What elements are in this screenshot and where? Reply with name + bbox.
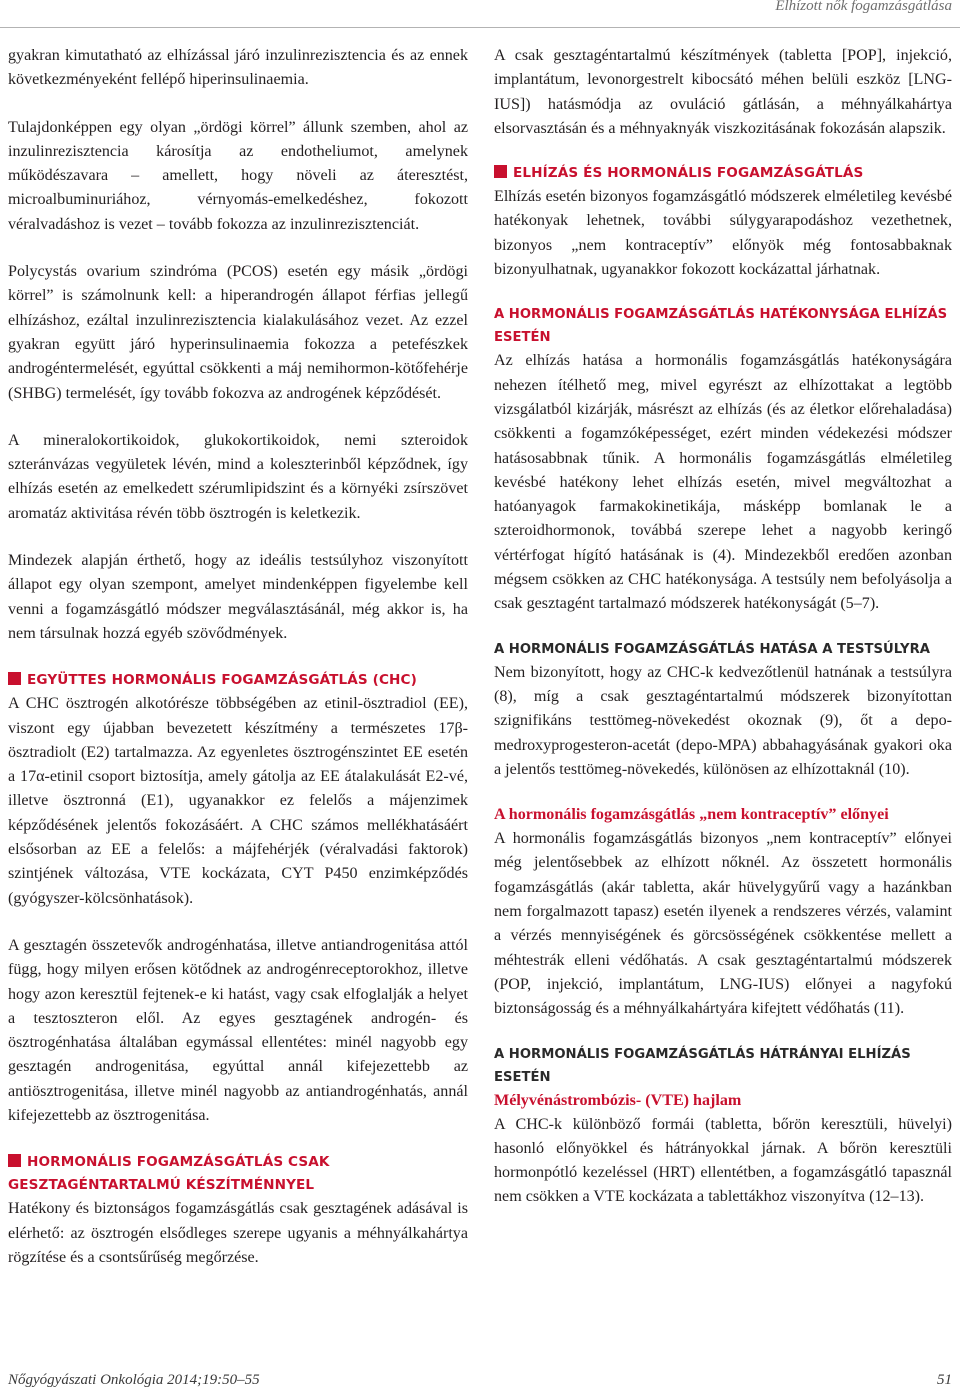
- section-heading-text: ELHÍZÁS ÉS HORMONÁLIS FOGAMZÁSGÁTLÁS: [513, 165, 864, 182]
- section-marker-icon: [8, 672, 21, 685]
- section-heading-text: EGYÜTTES HORMONÁLIS FOGAMZÁSGÁTLÁS (CHC): [27, 672, 417, 689]
- left-column: [8, 44, 468, 1293]
- subheading-disadvantages: A HORMONÁLIS FOGAMZÁSGÁTLÁS HÁTRÁNYAI ELHÍZÁS ESETÉN: [494, 1046, 911, 1085]
- subheading-weight: A HORMONÁLIS FOGAMZÁSGÁTLÁS HATÁSA A TESTSÚLYRA: [494, 641, 930, 657]
- body-paragraph: A CHC ösztrogén alkotórésze többségében az etinil-ösztradiol (EE), viszont egy újabban bevezetett készítmény a természetes 17β-ösztradiolt (E2) tartalmazza. Az egyenletes ösztrogénszintet EE esetén a 17α-etinil csoport biztosítja, amely gátolja az EE átalakulását E2-vé, illetve ösztronná (E1), ugyanakkor ez felelős a májenzimek képződésének jelentős fokozásáért. A CHC számos mellékhatásáért elsősorban az EE a felelős: a májfehérjék (véralvadási faktorok) szintjének változása, VTE kockázata, CYT P450 enzimképződés (gyógyszer-kölcsönhatások).: [8, 695, 468, 907]
- section-heading-pop: [8, 1151, 468, 1197]
- running-header: Elhízott nők fogamzásgátlása: [775, 0, 952, 14]
- page-number: 51: [937, 1372, 952, 1388]
- body-paragraph: A hormonális fogamzásgátlás bizonyos „nem kontraceptív” előnyei még jelentősebbek az elhízott nőknél. Az összetett hormonális fogamzásgátlás (akár tabletta, akár hüvelygyűrű vagy a hazánkban nem forgalmazott tapasz) esetén ilyenek a rendszeres vérzés, valamint a vérzés mennyiségének és görcsösségének csökkentése mellett a méhtestrák elleni védőhatás. A csak gesztagéntartalmú módszerek (POP, injekció, implantátum, LNG-IUS) előnyei a nagyfokú biztonságosság és a méhnyálkahártyára kifejtett védőhatás (11).: [494, 830, 952, 1018]
- body-paragraph: Az elhízás hatása a hormonális fogamzásgátlás hatékonyságára nehezen ítélhető meg, mivel egyrészt az elhízottakat a legtöbb vizsgálatból kizárják, másrészt az elhízás (és az életkor előrehaladása) csökkenti a fogamzóképességet, ezért minden védekezési módszer hatásosabbnak tűnik. A hormonális fogamzásgátlás elméletileg kevésbé hatékony lehet elhízás esetén, mivel megváltozhat a hatóanyagok farmakokinetikája, másképp bomlanak le a szteroidhormonok, továbbá szerepe lehet a nagyobb keringő vértérfogat hígító hatásának is (4). Mindezekből eredően azonban mégsem csökken az CHC hatékonysága. A testsúly nem befolyásolja a csak gesztagént tartalmazó módszerek hatékonyságát (5–7).: [494, 352, 952, 613]
- body-paragraph: A mineralokortikoidok, glukokortikoidok, nemi szteroidok szteránvázas vegyületek lévén, mind a koleszterinből képződnek, így elhízás esetén az emelkedett szérumlipidszint és a környéki zsírszövet aromatáz aktivitása révén több ösztrogén is keletkezik.: [8, 431, 468, 522]
- section-heading-obesity: [494, 162, 952, 185]
- journal-citation: Nőgyógyászati Onkológia 2014;19:50–55: [8, 1372, 260, 1388]
- section-heading-text: HORMONÁLIS FOGAMZÁSGÁTLÁS CSAK GESZTAGÉNTARTALMÚ KÉSZÍTMÉNNYEL: [8, 1154, 330, 1194]
- section-marker-icon: [494, 165, 507, 178]
- subheading-efficacy: A HORMONÁLIS FOGAMZÁSGÁTLÁS HATÉKONYSÁGA ELHÍZÁS ESETÉN: [494, 307, 948, 346]
- section-heading-chc: [8, 669, 468, 692]
- body-paragraph: Polycystás ovarium szindróma (PCOS) esetén egy másik „ördögi körrel” is számolnunk kell: a hiperandrogén állapot férfias jellegű elhízáshoz, ezáltal inzulinrezisztencia kialakulásához vezet. Az ezzel gyakran együtt járó hyperinsulinaemia fokozza a petefészkek androgéntermelését, egyúttal csökkenti a máj nemihormon-kötőfehérje (SHBG) termelését, így tovább fokozva az androgének képződését.: [8, 263, 468, 402]
- body-paragraph: A gesztagén összetevők androgénhatása, illetve antiandrogenitása attól függ, hogy milyen erősen kötődnek az androgénreceptorokhoz, illetve hogy azon keresztül fejtenek-e ki hatást, vagy csak elfoglalják a helyet a tesztoszteron elől. Az egyes gesztagének androgén- és ösztrogénhatása általában egymással ellentétes: minél nagyobb egy gesztagén androgenitása, egyúttal annál kifejezettebb az antiösztrogenitása, illetve minél nagyobb az antiandrogénhatás, annál kifejezettebb az ösztrogenitása.: [8, 936, 468, 1124]
- body-paragraph: A CHC-k különböző formái (tabletta, bőrön keresztüli, hüvelyi) hasonló előnyökkel és hátrányokkal járnak. A bőrön keresztüli hormonpótló kezeléssel (HRT) ellentétben, a fogamzásgátló tapasznál nem csökken a VTE kockázata a tablettákhoz viszonyítva (12–13).: [494, 1115, 952, 1206]
- body-paragraph: Tulajdonképpen egy olyan „ördögi körrel” állunk szemben, ahol az inzulinrezisztencia károsítja az endotheliumot, amelynek működészavara – amellett, hogy növeli az áteresztést, microalbuminuriához, vérnyomás-emelkedéshez, fokozott véralvadáshoz is vezet – tovább fokozza az inzulinrezisztenciát.: [8, 118, 468, 233]
- header-rule: [0, 27, 960, 28]
- subheading-noncontraceptive: A hormonális fogamzásgátlás „nem kontraceptív” előnyei: [494, 806, 889, 824]
- body-paragraph: Nem bizonyított, hogy az CHC-k kedvezőtlenül hatnának a testsúlyra (8), míg a csak gesztagéntartalmú módszerek bizonyítottan szignifikáns testtömeg-növekedést okoznak (9), őt a depo-medroxyprogesteron-acetát (depo-MPA) abbahagyásának gyakori oka a jelentős testtömeg-növekedés, különösen az elhízottaknál (10).: [494, 663, 952, 778]
- right-column: [494, 44, 952, 1231]
- section-marker-icon: [8, 1154, 21, 1167]
- body-paragraph: Mindezek alapján érthető, hogy az ideális testsúlyhoz viszonyított állapot egy olyan szempont, amelyet mindenképpen figyelembe kell venni a fogamzásgátló módszer megválasztásánál, még akkor is, ha nem társulnak hozzá egyéb szövődmények.: [8, 552, 468, 642]
- body-paragraph: Hatékony és biztonságos fogamzásgátlás csak gesztagének adásával is elérhető: az ösztrogén elsődleges szerepe ugyanis a méhnyálkahártya rögzítése és a csontsűrűség megőrzése.: [8, 1200, 468, 1266]
- body-paragraph: Elhízás esetén bizonyos fogamzásgátló módszerek elméletileg kevésbé hatékonyak lehetnek, további súlygyarapodáshoz vezethetnek, bizonyos „nem kontraceptív” előnyök még fontosabbaknak bizonyulhatnak, ugyanakkor fokozott kockázattal járhatnak.: [494, 188, 952, 279]
- body-paragraph: A csak gesztagéntartalmú készítmények (tabletta [POP], injekció, implantátum, levonorgestrelt kibocsátó méhen belüli eszköz [LNG-IUS]) hatásmódja az ovuláció gátlásán, a méhnyálkahártya elsorvasztásán és a méhnyaknyák viszkozitásának fokozásán alapszik.: [494, 47, 952, 137]
- subheading-vte: Mélyvénástrombózis- (VTE) hajlam: [494, 1091, 742, 1109]
- body-paragraph: gyakran kimutatható az elhízással járó inzulinrezisztencia és az ennek következményeként fellépő hiperinsulinaemia.: [8, 47, 468, 89]
